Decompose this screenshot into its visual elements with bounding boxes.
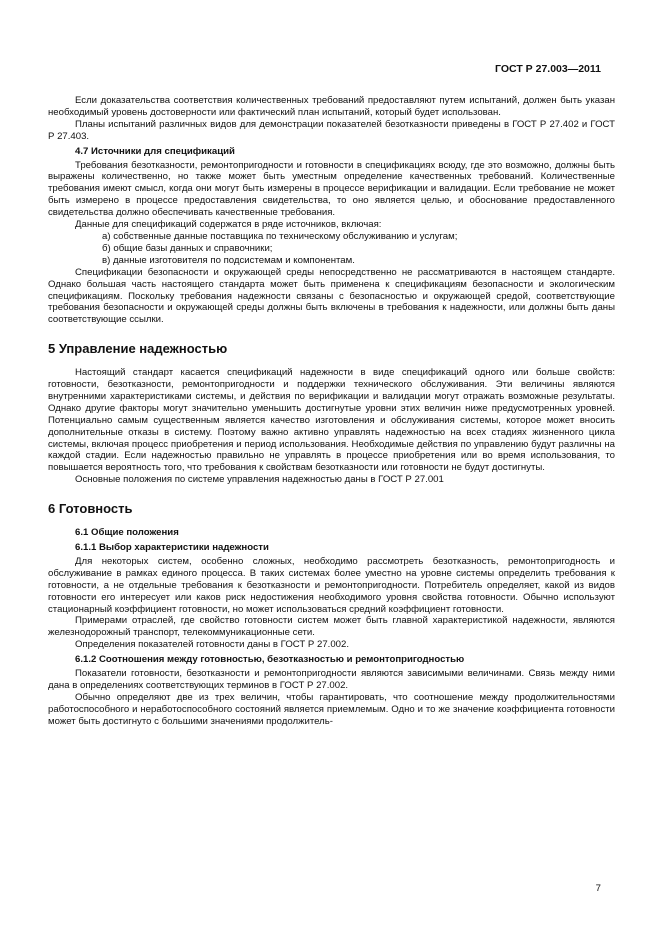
- document-body: [48, 95, 615, 728]
- list-item: в) данные изготовителя по подсистемам и компонентам.: [102, 254, 355, 266]
- paragraph: Если доказательства соответствия количественных требований предоставляют путем испытаний, должен быть указан необходимый уровень достоверности или фактический план испытаний, который будет использован.: [48, 95, 615, 118]
- paragraph: Требования безотказности, ремонтопригодности и готовности в спецификациях всюду, где это возможно, должны быть выражены количественно, но также может быть уместным определение качественных требований. Количественные требования имеют смысл, когда они могут быть измерены в процессе верификации и валидации. Если требование не может быть измерено в процессе предоставления свидетельства, то оно является целью, и обоснование предоставленного свидетельства должно обеспечивать качественные требования.: [48, 159, 615, 219]
- paragraph: Обычно определяют две из трех величин, чтобы гарантировать, что соотношение между продолжительностями работоспособного и неработоспособного состояний является приемлемым. Одно и то же значение коэффициента готовности может быть достигнуто с большими значениями продолжитель-: [48, 691, 615, 727]
- list-item: а) собственные данные поставщика по техническому обслуживанию и услугам;: [102, 230, 458, 242]
- list-item: б) общие базы данных и справочники;: [102, 242, 273, 254]
- paragraph: Настоящий стандарт касается спецификаций надежности в виде спецификаций одного или больше свойств: готовности, безотказности, ремонтопригодности и поддержки технического обслуживания. Эти величины являются внутренними характеристиками системы, и действия по верификации и валидации могут отражать возможные результаты. Однако другие факторы могут значительно уменьшить достигнутые уровни этих величин ниже предусмотренных уровней. Потенциально самым существенным является качество изготовления и обслуживания системы, которое может вносить дополнительные отказы в систему. Поэтому важно активно управлять надежностью на всех стадиях жизненного цикла системы, включая процесс приобретения и период использования. Необходимые действия по управлению будут различны на каждой стадии. Если надежностью правильно не управлять в процессе приобретения или во время использования, то повышается вероятность того, что требования к свойствам безотказности или готовности не будут достигнуты.: [48, 367, 615, 474]
- paragraph: Примерами отраслей, где свойство готовности систем может быть главной характеристикой надежности, являются железнодорожный транспорт, телекоммуникационные сети.: [48, 615, 615, 639]
- section-heading-5: 5 Управление надежностью: [48, 341, 228, 357]
- subsection-heading-6-1: 6.1 Общие положения: [75, 527, 179, 539]
- section-heading-6: 6 Готовность: [48, 501, 133, 517]
- paragraph: Основные положения по системе управления надежностью даны в ГОСТ Р 27.001: [75, 474, 444, 486]
- page-number: 7: [595, 883, 601, 894]
- paragraph: Определения показателей готовности даны в ГОСТ Р 27.002.: [75, 639, 349, 651]
- paragraph: Для некоторых систем, особенно сложных, необходимо рассмотреть безотказность, ремонтопригодность и обслуживание в рамках единого процесса. В таких системах более уместно на уровне системы определить требования к готовности, а не отдельные требования к безотказности и ремонтопригодности. Потребитель определяет, какой из видов готовности его интересует или каков риск недостижения необходимого уровня свойства готовности. Обычно используют стационарный коэффициент готовности, но может использоваться средний коэффициент готовности.: [48, 555, 615, 615]
- paragraph: Планы испытаний различных видов для демонстрации показателей безотказности приведены в ГОСТ Р 27.402 и ГОСТ Р 27.403.: [48, 118, 615, 142]
- paragraph: Спецификации безопасности и окружающей среды непосредственно не рассматриваются в настоящем стандарте. Однако большая часть настоящего стандарта может быть применена к спецификациям безопасности и экологическим спецификациям. Поскольку требования надежности связаны с безопасностью и окружающей средой, соответствующие требования безопасности и окружающей среды должны быть включены в требования к надежности, или должны быть даны соответствующие ссылки.: [48, 266, 615, 326]
- document-header: ГОСТ Р 27.003—2011: [495, 63, 601, 75]
- subsection-heading-6-1-1: 6.1.1 Выбор характеристики надежности: [75, 542, 269, 553]
- subsection-heading-4-7: 4.7 Источники для спецификаций: [75, 145, 235, 157]
- subsection-heading-6-1-2: 6.1.2 Соотношения между готовностью, безотказностью и ремонтопригодностью: [75, 654, 465, 666]
- paragraph: Показатели готовности, безотказности и ремонтопригодности являются зависимыми величинами. Связь между ними дана в определениях соответствующих терминов в ГОСТ Р 27.002.: [48, 668, 615, 691]
- paragraph: Данные для спецификаций содержатся в ряде источников, включая:: [75, 219, 382, 231]
